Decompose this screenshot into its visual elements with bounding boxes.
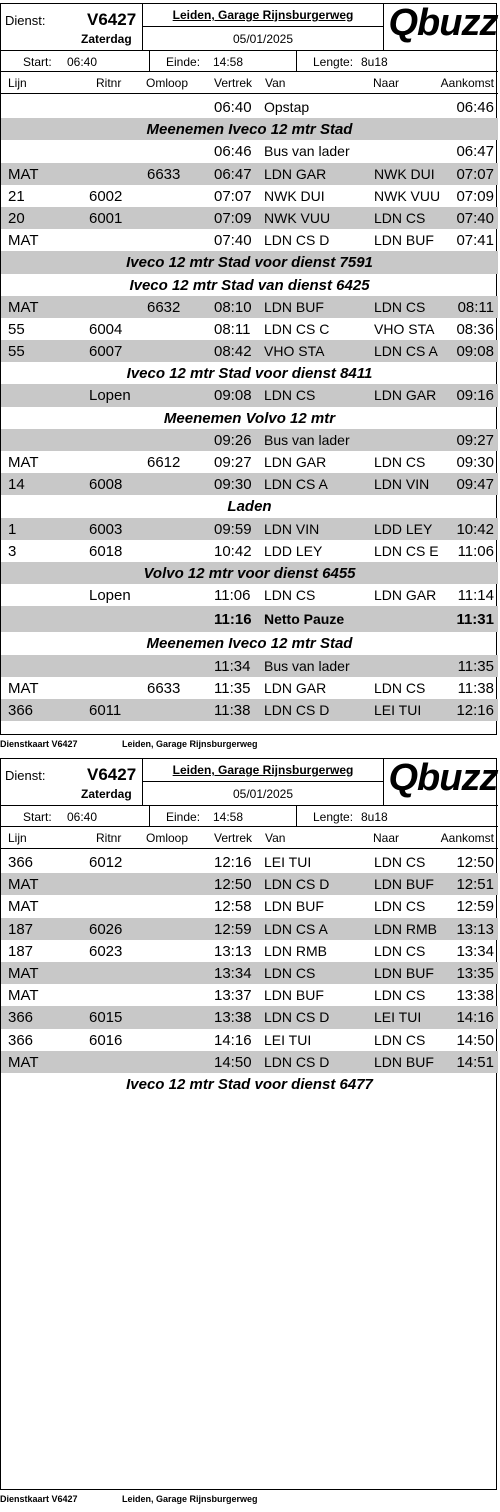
cell-lijn: MAT — [8, 876, 39, 894]
section-title: Iveco 12 mtr Stad voor dienst 6477 — [126, 1075, 373, 1093]
cell-omloop: 6633 — [147, 165, 181, 183]
cell-lijn: 366 — [8, 701, 34, 719]
cell-lijn: 366 — [8, 1031, 34, 1049]
trip-row — [1, 895, 498, 917]
cell-aankomst: 06:47 — [456, 143, 494, 161]
cell-vertrek: 08:11 — [214, 320, 251, 338]
dienstkaart-card — [0, 758, 497, 1490]
trip-row — [1, 1051, 498, 1073]
cell-naar: LDN CS — [374, 298, 426, 315]
cell-aankomst: 14:16 — [456, 1009, 494, 1027]
cell-lijn: 187 — [8, 920, 34, 938]
cell-naar: LDN CS — [374, 987, 426, 1004]
cell-naar: LEI TUI — [374, 701, 422, 718]
section-title: Meenemen Iveco 12 mtr Stad — [146, 121, 353, 139]
cell-aankomst: 06:46 — [456, 99, 494, 116]
cell-lijn: MAT — [8, 232, 39, 250]
cell-aankomst: 12:51 — [456, 876, 494, 894]
cell-aankomst: 13:38 — [456, 987, 494, 1005]
cell-ritnr: 6003 — [89, 520, 123, 538]
cell-vertrek: 14:16 — [214, 1031, 252, 1049]
dienst-label: Dienst: — [5, 13, 46, 28]
cell-lijn: MAT — [8, 1053, 39, 1071]
cell-ritnr: 6002 — [89, 187, 123, 205]
cell-ritnr: 6023 — [89, 942, 123, 960]
cell-naar: LDN BUF — [374, 1053, 434, 1070]
cell-lijn: 1 — [8, 520, 17, 538]
cell-aankomst: 11:31 — [456, 611, 494, 629]
lengte-label: Lengte: — [313, 810, 354, 824]
cell-lijn: MAT — [8, 898, 39, 916]
cell-naar: LDD LEY — [374, 520, 433, 537]
cell-lijn: 55 — [8, 343, 25, 361]
cell-aankomst: 09:27 — [456, 431, 494, 449]
cell-ritnr: 6026 — [89, 920, 123, 938]
section-title: Volvo 12 mtr voor dienst 6455 — [143, 564, 356, 582]
trip-row — [1, 384, 498, 406]
qbuzz-logo: Qbuzz — [388, 757, 498, 799]
cell-lijn: MAT — [8, 964, 39, 982]
col-van: Van — [265, 831, 286, 845]
footer-dienstkaart: Dienstkaart V6427 — [0, 739, 78, 749]
cell-naar: LDN RMB — [374, 920, 438, 937]
cell-aankomst: 14:51 — [456, 1053, 494, 1071]
col-vertrek: Vertrek — [214, 831, 253, 845]
cell-vertrek: 09:27 — [214, 454, 252, 471]
cell-vertrek: 11:06 — [214, 587, 251, 605]
cell-van: Bus van lader — [264, 143, 350, 160]
cell-ritnr: 6001 — [89, 209, 123, 227]
trip-row — [1, 229, 498, 251]
cell-ritnr: 6012 — [89, 854, 123, 871]
cell-vertrek: 07:40 — [214, 232, 252, 250]
cell-naar: LDN GAR — [374, 587, 437, 604]
section-row — [1, 118, 498, 140]
cell-omloop: 6612 — [147, 454, 181, 471]
cell-ritnr: 6004 — [89, 320, 123, 338]
trip-row — [1, 1029, 498, 1051]
cell-aankomst: 13:35 — [456, 964, 494, 982]
col-omloop: Omloop — [146, 831, 189, 845]
info-bar — [1, 50, 498, 72]
start-value: 06:40 — [67, 55, 98, 69]
cell-vertrek: 12:58 — [214, 898, 252, 916]
cell-van: LDN CS D — [264, 876, 330, 893]
cell-van: LDN CS A — [264, 920, 328, 937]
cell-naar: LDN CS — [374, 1031, 426, 1048]
schedule-rows — [1, 851, 498, 1095]
section-row — [1, 362, 498, 384]
col-omloop: Omloop — [146, 76, 189, 90]
footer-location: Leiden, Garage Rijnsburgerweg — [122, 1494, 258, 1504]
trip-row — [1, 984, 498, 1006]
lengte-value: 8u18 — [361, 810, 388, 824]
schedule-rows — [1, 96, 498, 721]
location-box — [142, 4, 384, 50]
cell-van: NWK DUI — [264, 187, 325, 204]
cell-aankomst: 13:13 — [456, 920, 494, 938]
service-date: 05/01/2025 — [232, 32, 294, 46]
cell-vertrek: 08:10 — [214, 298, 252, 316]
col-naar: Naar — [373, 76, 400, 90]
section-row — [1, 562, 498, 584]
cell-naar: LDN BUF — [374, 232, 434, 249]
info-bar — [1, 805, 498, 827]
qbuzz-logo: Qbuzz — [388, 2, 498, 44]
pause-row — [1, 606, 498, 632]
col-vertrek: Vertrek — [214, 76, 253, 90]
cell-naar: LDN CS A — [374, 343, 438, 360]
trip-row — [1, 429, 498, 451]
dienstkaart-card — [0, 3, 497, 735]
einde-label: Einde: — [166, 55, 201, 69]
cell-ritnr: 6018 — [89, 542, 123, 560]
cell-naar: VHO STA — [374, 320, 435, 337]
section-title: Meenemen Iveco 12 mtr Stad — [146, 635, 353, 653]
dienst-label: Dienst: — [5, 768, 46, 783]
card-header — [1, 4, 498, 50]
trip-row — [1, 655, 498, 677]
cell-naar: LDN CS — [374, 209, 426, 226]
trip-row — [1, 918, 498, 940]
cell-lijn: 187 — [8, 942, 34, 960]
cell-ritnr: 6016 — [89, 1031, 123, 1049]
cell-vertrek: 11:38 — [214, 701, 251, 719]
cell-lijn: 20 — [8, 209, 25, 227]
trip-row — [1, 451, 498, 473]
cell-aankomst: 12:50 — [456, 854, 494, 871]
cell-van: LDN BUF — [264, 987, 324, 1004]
cell-van: LDN CS D — [264, 1053, 330, 1070]
trip-row — [1, 518, 498, 540]
einde-value: 14:58 — [213, 810, 244, 824]
start-value: 06:40 — [67, 810, 98, 824]
trip-row — [1, 1006, 498, 1028]
col-naar: Naar — [373, 831, 400, 845]
cell-vertrek: 13:13 — [214, 942, 252, 960]
col-ritnr: Ritnr — [96, 76, 122, 90]
section-row — [1, 495, 498, 517]
cell-aankomst: 11:35 — [457, 657, 494, 675]
cell-van: LDN CS D — [264, 701, 330, 718]
einde-label: Einde: — [166, 810, 201, 824]
cell-vertrek: 08:42 — [214, 343, 252, 361]
trip-row — [1, 940, 498, 962]
cell-van: LDN VIN — [264, 520, 320, 537]
cell-lijn: 14 — [8, 476, 25, 494]
cell-vertrek: 06:46 — [214, 143, 252, 161]
cell-aankomst: 07:40 — [456, 209, 494, 227]
cell-ritnr: Lopen — [89, 387, 131, 405]
cell-vertrek: 13:38 — [214, 1009, 252, 1027]
cell-vertrek: 09:59 — [214, 520, 252, 538]
lengte-label: Lengte: — [313, 55, 354, 69]
cell-vertrek: 07:07 — [214, 187, 252, 205]
lengte-value: 8u18 — [361, 55, 388, 69]
cell-van: LDN GAR — [264, 454, 327, 470]
trip-row — [1, 340, 498, 362]
cell-vertrek: 07:09 — [214, 209, 252, 227]
cell-vertrek: 12:50 — [214, 876, 252, 894]
cell-vertrek: 06:40 — [214, 99, 252, 116]
cell-van: LDN CS C — [264, 320, 330, 337]
cell-vertrek: 13:37 — [214, 987, 252, 1005]
col-lijn: Lijn — [8, 831, 27, 845]
cell-van: Opstap — [264, 99, 310, 115]
cell-naar: LEI TUI — [374, 1009, 422, 1026]
cell-aankomst: 07:07 — [456, 165, 494, 183]
trip-row — [1, 296, 498, 318]
cell-van: LDN CS A — [264, 476, 328, 493]
cell-lijn: 55 — [8, 320, 25, 338]
cell-vertrek: 09:08 — [214, 387, 252, 405]
cell-vertrek: 10:42 — [214, 542, 252, 560]
day-type: Zaterdag — [81, 32, 132, 46]
cell-aankomst: 11:14 — [457, 587, 494, 605]
trip-row — [1, 207, 498, 229]
col-lijn: Lijn — [8, 76, 27, 90]
section-title: Iveco 12 mtr Stad voor dienst 8411 — [126, 365, 373, 383]
section-title: Iveco 12 mtr Stad voor dienst 7591 — [126, 254, 373, 272]
cell-vertrek: 13:34 — [214, 964, 252, 982]
section-row — [1, 632, 498, 654]
location-box — [142, 759, 384, 805]
col-ritnr: Ritnr — [96, 831, 122, 845]
start-label: Start: — [23, 55, 52, 69]
column-headers — [1, 72, 498, 94]
cell-van: VHO STA — [264, 343, 325, 360]
cell-naar: LDN CS — [374, 854, 426, 870]
cell-aankomst: 08:11 — [457, 298, 494, 316]
cell-naar: LDN BUF — [374, 876, 434, 893]
footer-dienstkaart: Dienstkaart V6427 — [0, 1494, 78, 1504]
cell-ritnr: 6007 — [89, 343, 123, 361]
cell-aankomst: 09:30 — [456, 454, 494, 471]
cell-vertrek: 12:59 — [214, 920, 252, 938]
cell-van: LDN GAR — [264, 165, 327, 182]
cell-aankomst: 13:34 — [456, 942, 494, 960]
cell-aankomst: 11:06 — [457, 542, 494, 560]
cell-van: LDD LEY — [264, 542, 323, 559]
cell-ritnr: 6015 — [89, 1009, 123, 1027]
cell-vertrek: 11:35 — [214, 679, 251, 697]
trip-row — [1, 96, 498, 118]
cell-naar: LDN BUF — [374, 964, 434, 981]
cell-lijn: MAT — [8, 454, 39, 471]
cell-vertrek: 14:50 — [214, 1053, 252, 1071]
cell-ritnr: 6011 — [89, 701, 122, 719]
cell-vertrek: 06:47 — [214, 165, 252, 183]
cell-vertrek: 09:30 — [214, 476, 252, 494]
cell-ritnr: Lopen — [89, 587, 131, 605]
cell-naar: LDN VIN — [374, 476, 430, 493]
trip-row — [1, 185, 498, 207]
cell-van: LDN BUF — [264, 298, 324, 315]
cell-aankomst: 12:16 — [456, 701, 494, 719]
cell-van: NWK VUU — [264, 209, 331, 226]
cell-aankomst: 07:09 — [456, 187, 494, 205]
cell-vertrek: 11:16 — [214, 611, 252, 629]
section-row — [1, 1073, 498, 1095]
trip-row — [1, 699, 498, 721]
cell-aankomst: 14:50 — [456, 1031, 494, 1049]
cell-lijn: MAT — [8, 298, 39, 316]
cell-lijn: MAT — [8, 987, 39, 1005]
cell-naar: LDN GAR — [374, 387, 437, 404]
cell-van: LDN CS D — [264, 232, 330, 249]
trip-row — [1, 962, 498, 984]
cell-aankomst: 09:08 — [456, 343, 494, 361]
trip-row — [1, 318, 498, 340]
section-title: Iveco 12 mtr Stad van dienst 6425 — [129, 276, 370, 294]
start-label: Start: — [23, 810, 52, 824]
cell-van: Netto Pauze — [264, 611, 345, 628]
section-row — [1, 251, 498, 273]
cell-omloop: 6633 — [147, 679, 181, 697]
cell-van: LEI TUI — [264, 1031, 312, 1048]
cell-van: Bus van lader — [264, 431, 350, 448]
cell-lijn: 3 — [8, 542, 17, 560]
cell-van: Bus van lader — [264, 657, 350, 674]
cell-lijn: MAT — [8, 165, 39, 183]
column-headers — [1, 827, 498, 849]
cell-van: LEI TUI — [264, 854, 312, 870]
cell-naar: LDN CS — [374, 898, 426, 915]
section-row — [1, 407, 498, 429]
trip-row — [1, 851, 498, 873]
location-name: Leiden, Garage Rijnsburgerweg — [172, 8, 354, 22]
day-type: Zaterdag — [81, 787, 132, 801]
cell-van: LDN RMB — [264, 942, 328, 959]
trip-row — [1, 473, 498, 495]
cell-naar: NWK VUU — [374, 187, 441, 204]
trip-row — [1, 677, 498, 699]
cell-aankomst: 08:36 — [456, 320, 494, 338]
card-header — [1, 759, 498, 805]
cell-naar: LDN CS — [374, 454, 426, 470]
cell-aankomst: 09:47 — [456, 476, 494, 494]
cell-aankomst: 09:16 — [456, 387, 494, 405]
cell-lijn: 21 — [8, 187, 25, 205]
cell-omloop: 6632 — [147, 298, 181, 316]
cell-naar: NWK DUI — [374, 165, 435, 182]
cell-van: LDN CS D — [264, 1009, 330, 1026]
cell-lijn: 366 — [8, 854, 34, 871]
cell-aankomst: 10:42 — [456, 520, 494, 538]
cell-vertrek: 12:16 — [214, 854, 252, 871]
service-date: 05/01/2025 — [232, 787, 294, 801]
cell-vertrek: 09:26 — [214, 431, 252, 449]
cell-van: LDN CS — [264, 587, 316, 604]
section-title: Meenemen Volvo 12 mtr — [163, 409, 336, 427]
col-aankomst: Aankomst — [440, 831, 494, 845]
cell-aankomst: 12:59 — [456, 898, 494, 916]
section-row — [1, 274, 498, 296]
cell-naar: LDN CS E — [374, 542, 439, 559]
cell-vertrek: 11:34 — [214, 657, 251, 675]
cell-lijn: 366 — [8, 1009, 34, 1027]
col-aankomst: Aankomst — [440, 76, 494, 90]
dienst-number: V6427 — [87, 10, 137, 29]
cell-van: LDN GAR — [264, 679, 327, 696]
section-title: Laden — [227, 498, 272, 516]
cell-naar: LDN CS — [374, 942, 426, 959]
einde-value: 14:58 — [213, 55, 244, 69]
cell-van: LDN CS — [264, 387, 316, 404]
cell-van: LDN BUF — [264, 898, 324, 915]
footer-location: Leiden, Garage Rijnsburgerweg — [122, 739, 258, 749]
cell-aankomst: 11:38 — [457, 679, 494, 697]
cell-ritnr: 6008 — [89, 476, 123, 494]
cell-van: LDN CS — [264, 964, 316, 981]
dienst-number: V6427 — [87, 765, 137, 784]
trip-row — [1, 584, 498, 606]
cell-lijn: MAT — [8, 679, 39, 697]
cell-aankomst: 07:41 — [456, 232, 494, 250]
col-van: Van — [265, 76, 286, 90]
trip-row — [1, 163, 498, 185]
trip-row — [1, 140, 498, 162]
trip-row — [1, 873, 498, 895]
location-name: Leiden, Garage Rijnsburgerweg — [172, 763, 354, 777]
cell-naar: LDN CS — [374, 679, 426, 696]
trip-row — [1, 540, 498, 562]
